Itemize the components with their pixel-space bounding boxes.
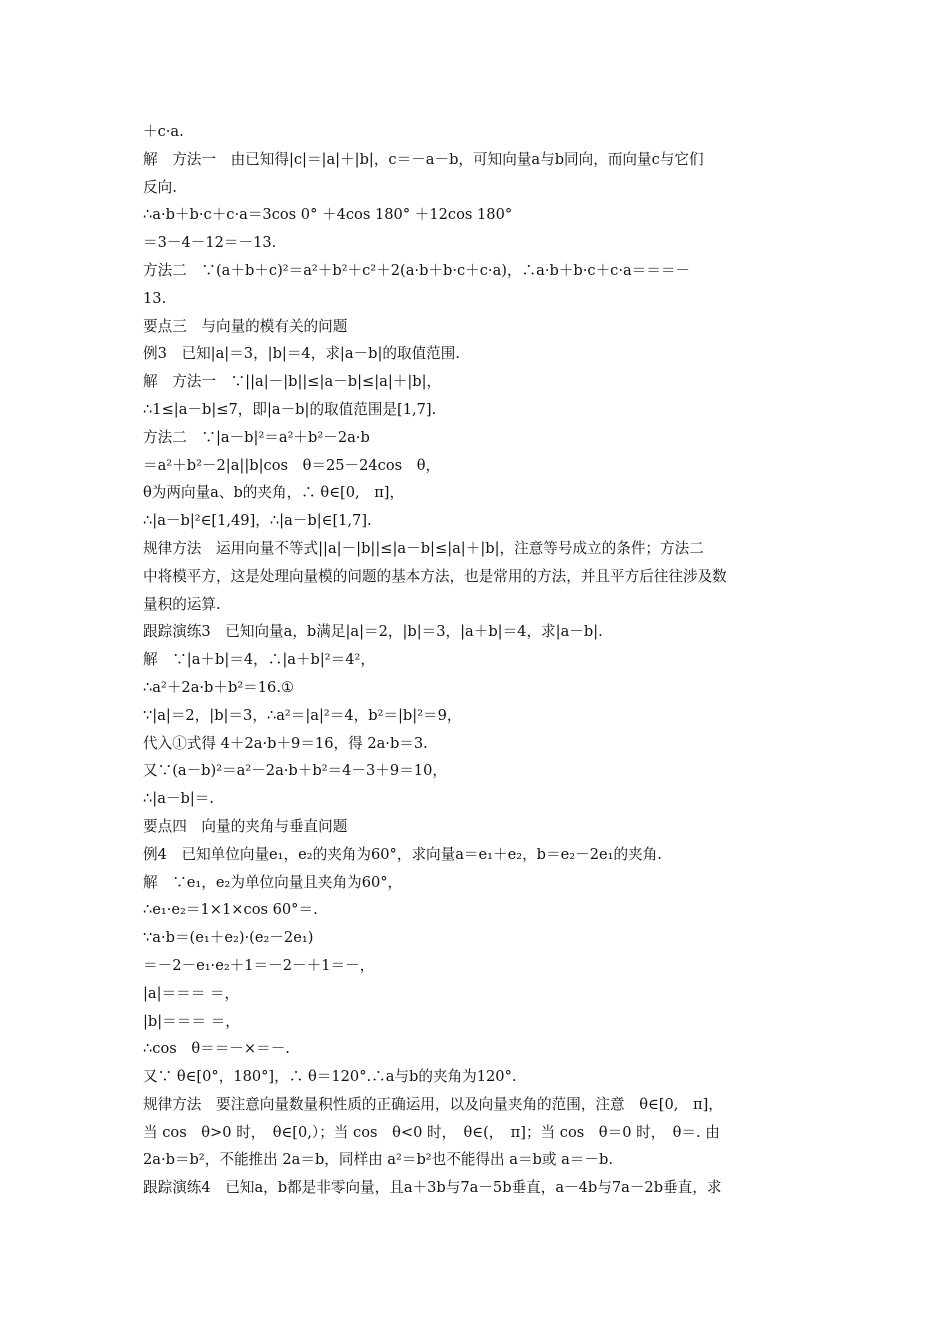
example-statement: 例4 已知单位向量e₁，e₂的夹角为60°，求向量a＝e₁＋e₂，b＝e₂－2e₁的夹角.: [143, 845, 662, 863]
text-line: ∴|a－b|＝.: [143, 790, 214, 808]
text-line: ∴a²＋2a·b＋b²＝16.①: [143, 678, 295, 696]
text-line: 量积的运算.: [143, 595, 221, 613]
text-line: ∴e₁·e₂＝1×1×cos 60°＝.: [143, 901, 318, 919]
text-line: 2a·b＝b²，不能推出 2a＝b，同样由 a²＝b²也不能得出 a＝b或 a＝－b.: [143, 1151, 613, 1169]
section-heading: 要点四 向量的夹角与垂直问题: [143, 817, 348, 835]
text-line: 解 方法一 ∵||a|－|b||≤|a－b|≤|a|＋|b|，: [143, 373, 442, 391]
text-line: θ为两向量a、b的夹角，∴ θ∈[0, π]，: [143, 484, 405, 502]
text-line: |a|＝＝＝ ＝，: [143, 984, 240, 1002]
text-line: 又∵(a－b)²＝a²－2a·b＋b²＝4－3＋9＝10，: [143, 762, 447, 780]
example-statement: 例3 已知|a|＝3，|b|＝4，求|a－b|的取值范围.: [143, 345, 460, 363]
method-note: 规律方法 运用向量不等式||a|－|b||≤|a－b|≤|a|＋|b|，注意等号成立的条件；方法二: [143, 539, 704, 557]
text-line: 又∵ θ∈[0°，180°]，∴ θ＝120°.∴a与b的夹角为120°.: [143, 1068, 517, 1086]
method-note: 规律方法 要注意向量数量积性质的正确运用，以及向量夹角的范围，注意 θ∈[0, π]，: [143, 1095, 723, 1113]
text-line: 13.: [143, 289, 167, 307]
text-line: ∵|a|＝2，|b|＝3，∴a²＝|a|²＝4，b²＝|b|²＝9，: [143, 706, 462, 724]
text-line: 中将模平方，这是处理向量模的问题的基本方法，也是常用的方法，并且平方后往往涉及数: [143, 567, 727, 585]
text-line: 解 方法一 由已知得|c|＝|a|＋|b|，c＝－a－b，可知向量a与b同向，而向量c与它们: [143, 150, 704, 168]
exercise-statement: 跟踪演练4 已知a，b都是非零向量，且a＋3b与7a－5b垂直，a－4b与7a－2b垂直，求: [143, 1179, 722, 1197]
text-line: ＝a²＋b²－2|a||b|cos θ＝25－24cos θ，: [143, 456, 441, 474]
text-line: ∴a·b＋b·c＋c·a＝3cos 0° ＋4cos 180° ＋12cos 180°: [143, 206, 513, 224]
text-line: 反向.: [143, 178, 177, 196]
text-line: 方法二 ∵|a－b|²＝a²＋b²－2a·b: [143, 428, 370, 446]
section-heading: 要点三 与向量的模有关的问题: [143, 317, 348, 335]
text-line: 当 cos θ>0 时， θ∈[0,）；当 cos θ<0 时， θ∈(， π]；当 cos θ＝0 时， θ＝. 由: [143, 1123, 720, 1141]
text-line: ＝－2－e₁·e₂＋1＝－2－＋1＝－，: [143, 956, 375, 974]
text-line: ∴cos θ＝＝－×＝－.: [143, 1040, 290, 1058]
text-line: ＝3－4－12＝－13.: [143, 234, 277, 252]
text-line: 代入①式得 4＋2a·b＋9＝16，得 2a·b＝3.: [143, 734, 428, 752]
text-line: 解 ∵e₁，e₂为单位向量且夹角为60°，: [143, 873, 403, 891]
text-line: ∵a·b＝(e₁＋e₂)·(e₂－2e₁): [143, 929, 314, 947]
text-line: |b|＝＝＝ ＝，: [143, 1012, 240, 1030]
text-line: ∴1≤|a－b|≤7，即|a－b|的取值范围是[1,7].: [143, 400, 437, 418]
text-line: ＋c·a.: [143, 123, 184, 140]
exercise-statement: 跟踪演练3 已知向量a，b满足|a|＝2，|b|＝3，|a＋b|＝4，求|a－b|.: [143, 623, 603, 641]
text-line: 解 ∵|a＋b|＝4，∴|a＋b|²＝4²，: [143, 651, 375, 669]
text-line: ∴|a－b|²∈[1,49]，∴|a－b|∈[1,7].: [143, 512, 372, 530]
text-line: 方法二 ∵(a＋b＋c)²＝a²＋b²＋c²＋2(a·b＋b·c＋c·a)，∴a·b＋b·c＋c·a＝＝＝－: [143, 261, 691, 279]
document-page: [143, 118, 813, 1202]
